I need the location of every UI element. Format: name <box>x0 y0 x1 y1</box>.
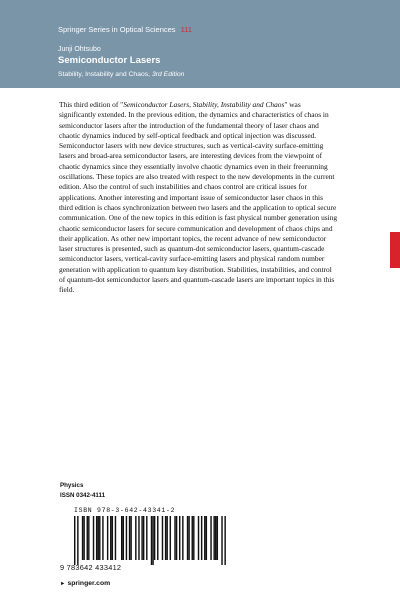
barcode-bar <box>213 516 214 560</box>
book-subtitle <box>58 70 184 79</box>
barcode-bar <box>88 516 89 560</box>
barcode-bar <box>224 516 225 565</box>
barcode-bar <box>135 516 136 560</box>
author-name: Junji Ohtsubo <box>58 46 101 53</box>
barcode-bar <box>182 516 183 560</box>
barcode-bar <box>151 516 152 565</box>
barcode-bar <box>157 516 158 560</box>
barcode-number: 9 783642 433412 <box>60 563 122 572</box>
barcode-bar <box>192 516 193 560</box>
barcode-bar <box>146 516 147 560</box>
description-intro: This third edition of " <box>59 100 124 109</box>
book-title: Semiconductor Lasers <box>58 55 161 66</box>
barcode-bar <box>102 516 103 560</box>
edition-text: 3rd Edition <box>151 71 185 78</box>
barcode-bar <box>115 516 116 560</box>
issn-label: ISSN 0342-4111 <box>60 492 106 499</box>
barcode-bar <box>176 516 177 560</box>
barcode-bar <box>154 516 155 560</box>
barcode-bar <box>77 516 78 565</box>
isbn-label: ISBN 978-3-642-43341-2 <box>74 507 176 514</box>
barcode-bar <box>179 516 180 560</box>
barcode-bar <box>201 516 202 560</box>
barcode <box>74 516 226 565</box>
header-band <box>0 0 400 88</box>
arrow-icon: ► <box>60 580 66 587</box>
barcode-bar <box>162 516 163 560</box>
barcode-bar <box>187 516 188 560</box>
series-name: Springer Series in Optical Sciences <box>58 25 176 34</box>
description-title-reference: Semiconductor Lasers, Stability, Instability and Chaos <box>123 100 285 109</box>
barcode-bar <box>112 516 113 560</box>
barcode-bar <box>204 516 205 560</box>
barcode-bar <box>193 516 194 560</box>
spine-color-mark <box>390 232 400 268</box>
barcode-bar <box>170 516 171 560</box>
series-line <box>58 25 192 35</box>
subtitle-text: Stability, Instability and Chaos, <box>58 71 152 78</box>
barcode-bar <box>93 516 94 560</box>
barcode-bar <box>152 516 153 565</box>
barcode-bar <box>188 516 189 560</box>
barcode-bar <box>126 516 127 560</box>
barcode-bar <box>130 516 131 560</box>
barcode-bar <box>221 516 222 565</box>
barcode-bar <box>74 516 75 565</box>
barcode-bar <box>82 516 83 560</box>
barcode-bar <box>129 516 130 560</box>
barcode-bar <box>99 516 100 560</box>
barcode-bar <box>87 516 88 560</box>
publisher-text: springer.com <box>67 580 111 587</box>
barcode-bar <box>215 516 216 560</box>
barcode-bar <box>96 516 97 560</box>
isbn-barcode-panel <box>60 505 230 575</box>
barcode-bar <box>143 516 144 560</box>
barcode-bar <box>141 516 142 560</box>
barcode-bar <box>206 516 207 560</box>
barcode-bar <box>166 516 167 560</box>
series-number: 111 <box>180 25 192 34</box>
barcode-bar <box>123 516 124 560</box>
barcode-bar <box>138 516 139 560</box>
book-description <box>59 100 338 296</box>
category-label: Physics <box>60 482 84 489</box>
description-body: " was significantly extended. In the previous edition, the dynamics and characteristics of chaos in semiconductor lasers after the introduction of the fundamental theory of laser chaos and chaotic dynamics induced by self-optical feedback and optical injection was discussed. Semiconductor lasers with new device structures, such as vertical-cavity surface-emitting lasers and broad-area semiconductor lasers, are interesting devices from the viewpoint of chaotic dynamics since they essentially involve chaotic dynamics even in their freerunning oscillations. These topics are also treated with respect to the new developments in the current edition. Also the control of such instabilities and chaos control are critical issues for applications. Another interesting and important issue of semiconductor laser chaos in this third edition is chaos synchronization between two lasers and the application to optical secure communication. One of the new topics in this edition is fast physical number generation using chaotic semiconductor lasers for secure communication and development of chaos chips and their application. As other new important topics, the recent advance of new semiconductor laser structures is presented, such as quantum-dot semiconductor lasers, quantum-cascade semiconductor lasers, vertical-cavity surface-emitting lasers and physical random number generation with application to quantum key distribution. Stabilities, instabilities, and control of quantum-dot semiconductor lasers and quantum-cascade lasers are important topics in this field. <box>59 100 338 295</box>
barcode-bar <box>110 516 111 560</box>
barcode-bar <box>107 516 108 560</box>
barcode-bar <box>198 516 199 560</box>
barcode-bar <box>121 516 122 560</box>
barcode-bar <box>98 516 99 560</box>
barcode-bar <box>83 516 84 560</box>
barcode-bar <box>174 516 175 560</box>
publisher-link <box>60 579 110 589</box>
barcode-bar <box>165 516 166 560</box>
barcode-bar <box>217 516 218 560</box>
barcode-bar <box>210 516 211 560</box>
